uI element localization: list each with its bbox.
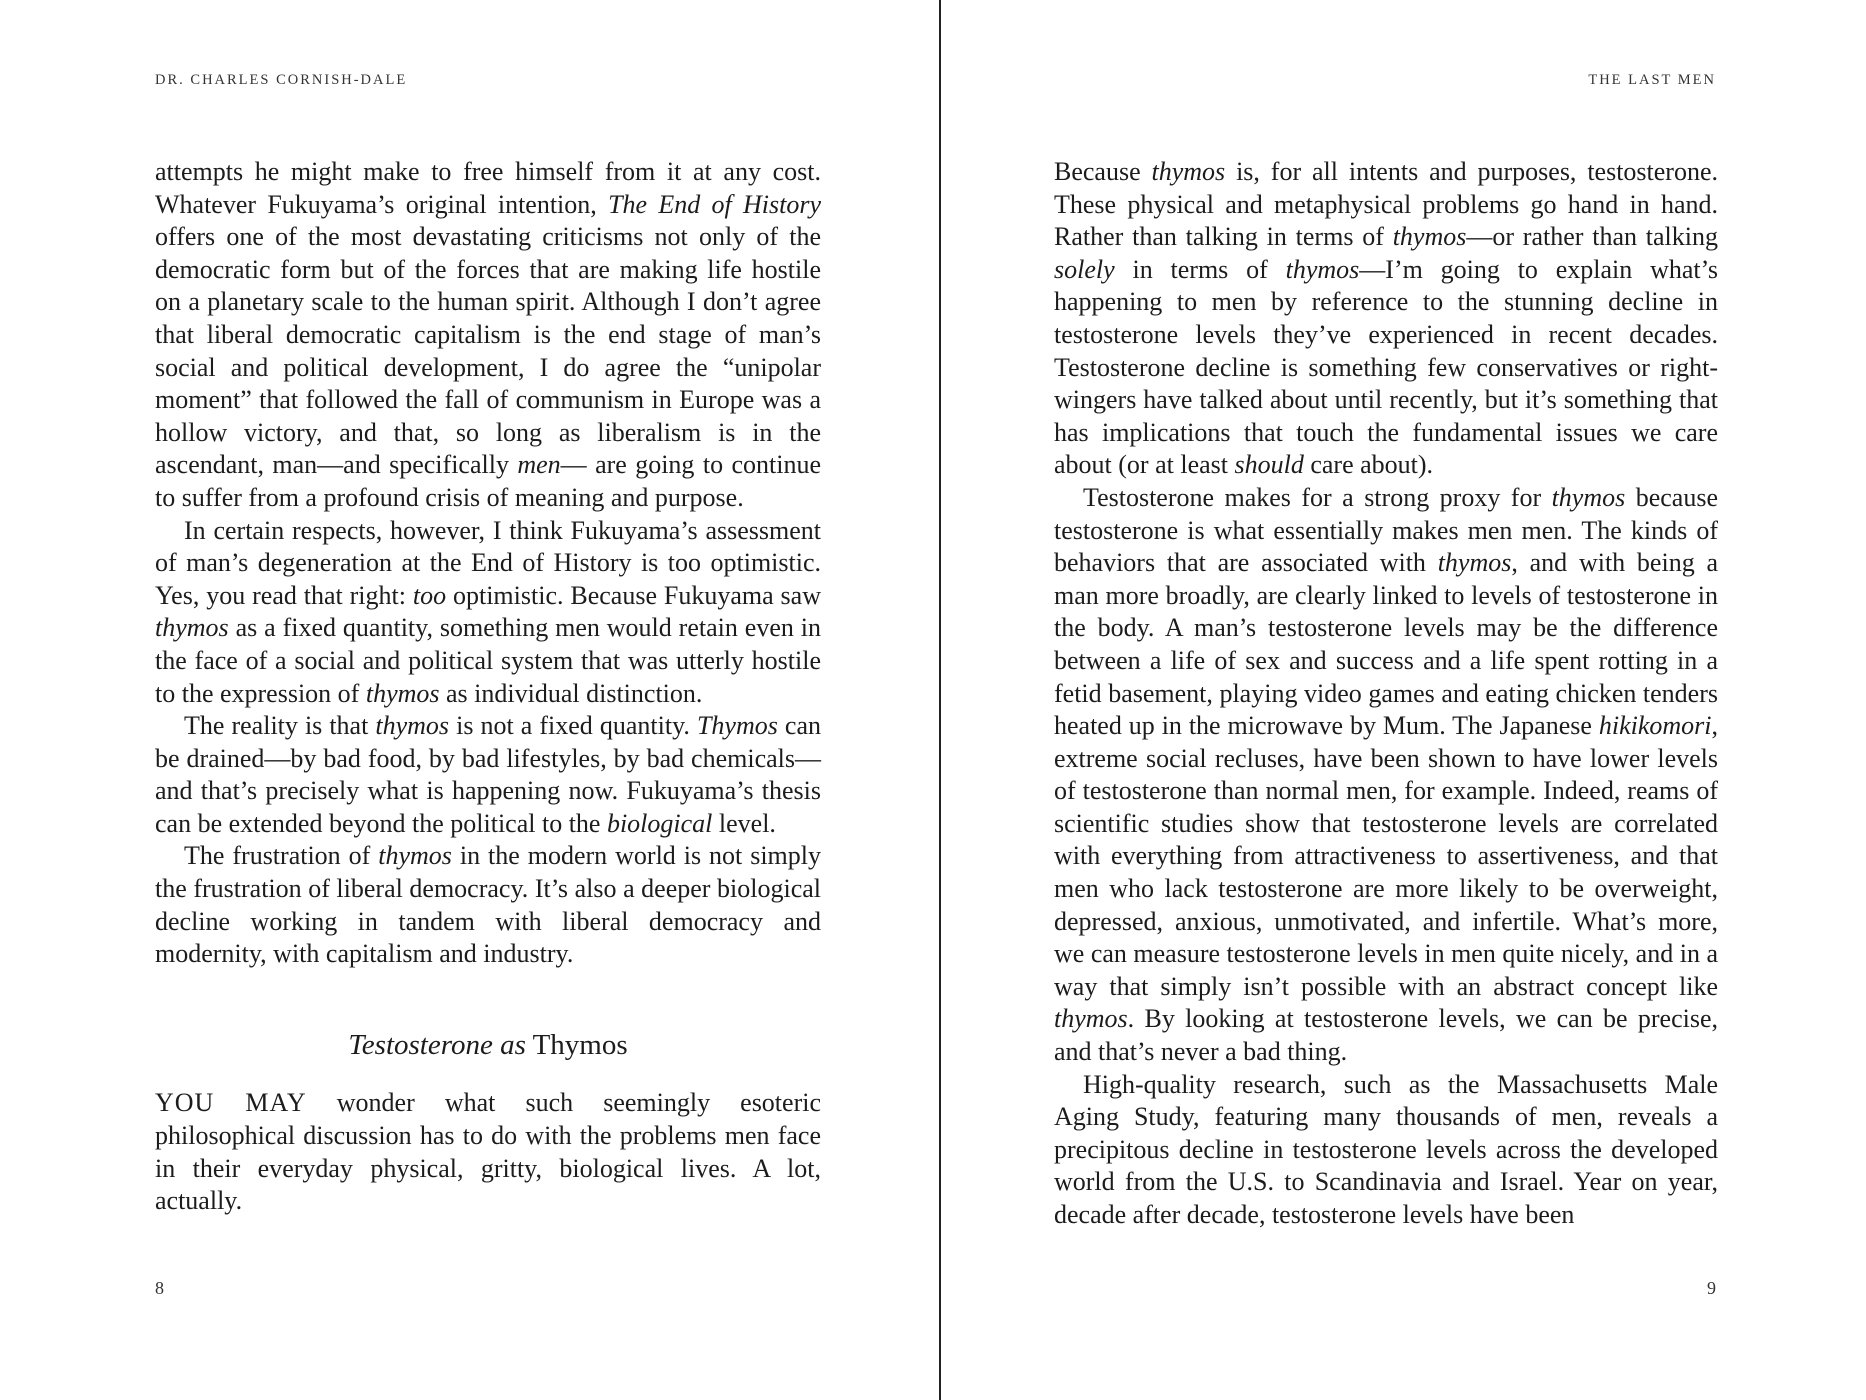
italic-text: Thymos <box>696 711 778 741</box>
left-running-head: DR. CHARLES CORNISH-DALE <box>155 72 408 88</box>
text-run: , extreme social recluses, have been shown to have lower levels of testosterone than normal men, for example. Indeed, reams of scientific studies show that testosterone levels are correlated with everything from attractiveness to assertiveness, and that men who lack testosterone are more likely to be overweight, depressed, anxious, unmotivated, and infertile. What’s more, we can measure testosterone levels in men quite nicely, and in a way that simply isn’t possible with an abstract concept like <box>1054 711 1718 1001</box>
paragraph <box>1054 482 1718 1069</box>
text-run: —or rather than talking <box>1466 222 1718 252</box>
section-heading <box>155 1029 821 1062</box>
text-run: level. <box>712 808 776 838</box>
text-run: in the modern world is not simply the frustration of liberal democracy. It’s also a deeper biological decline working in tandem with liberal democracy and modernity, with capitalism and industry. <box>155 841 822 969</box>
italic-text: should <box>1234 450 1304 480</box>
small-caps-lead-in: YOU MAY <box>155 1088 307 1118</box>
paragraph <box>1054 156 1718 482</box>
section-heading-italic: Testosterone as <box>348 1028 526 1061</box>
paragraph <box>155 710 821 840</box>
text-run: in terms of <box>1114 254 1286 284</box>
italic-text: men <box>517 450 561 480</box>
italic-text: solely <box>1054 254 1115 284</box>
text-run: . By looking at testosterone levels, we can be precise, and that’s never a bad thing. <box>1054 1004 1718 1067</box>
text-run: The frustration of <box>184 841 379 871</box>
italic-text: thymos <box>155 613 229 643</box>
italic-text: thymos <box>378 841 452 871</box>
italic-text: thymos <box>1285 254 1360 284</box>
text-run: —I’m going to explain what’s happening to men by reference to the stunning decline in testosterone levels they’ve experienced in recent decades. Testosterone decline is something few conservatives or right-wingers have talked about until recently, but it’s something that has implications that touch the fundamental issues we care about (or at least <box>1054 254 1718 480</box>
page-gutter <box>939 0 941 1400</box>
text-run: care about). <box>1303 450 1434 480</box>
text-run: can be drained—by bad food, by bad lifestyles, by bad chemicals—and that’s precisely what is happening now. Fukuyama’s thesis can be extended beyond the political to the <box>155 711 821 838</box>
text-run: Because <box>1054 157 1152 186</box>
opening-text: wonder what such seemingly esoteric philosophical discussion has to do with the problems men face in their everyday physical, gritty, biological lives. A lot, actually. <box>155 1088 821 1216</box>
italic-text: thymos <box>1437 548 1512 578</box>
left-page-number: 8 <box>155 1278 164 1298</box>
text-run: as a fixed quantity, something men would retain even in the face of a social and political system that was utterly hostile to the expression of <box>155 613 821 708</box>
text-run: is, for all intents and purposes, testosterone. These physical and metaphysical problems go hand in hand. Rather than talking in terms of <box>1054 157 1719 252</box>
italic-text: thymos <box>1151 157 1226 186</box>
paragraph <box>155 515 821 711</box>
italic-text: The End of History <box>608 189 821 219</box>
text-run: offers one of the most devastating criticisms not only of the democratic form but of the forces that are making life hostile on a planetary scale to the human spirit. Although I don’t agree that liberal democratic capitalism is the end stage of man’s social and political development, I do agree the “unipolar moment” that followed the fall of communism in Europe was a hollow victory, and that, so long as liberalism is in the ascendant, man—and specifically <box>155 222 821 480</box>
left-page-body <box>155 156 821 1218</box>
italic-text: biological <box>606 808 713 838</box>
section-heading-roman: Thymos <box>532 1028 628 1061</box>
text-run: because testosterone is what essentially makes men men. The kinds of behaviors that are associated with <box>1054 482 1718 578</box>
right-page-body <box>1054 156 1718 1232</box>
italic-text: thymos <box>1392 222 1467 252</box>
text-run: The reality is that <box>184 711 376 741</box>
right-running-head: THE LAST MEN <box>1588 72 1716 88</box>
paragraph <box>155 840 821 970</box>
text-run: attempts he might make to free himself from it at any cost. Whatever Fukuyama’s original intention, <box>155 157 821 219</box>
italic-text: hikikomori <box>1598 711 1712 741</box>
italic-text: too <box>412 580 447 610</box>
italic-text: thymos <box>1551 482 1626 512</box>
text-run: is not a fixed quantity. <box>449 711 697 741</box>
text-run: Testosterone makes for a strong proxy for <box>1083 482 1552 512</box>
text-run: , and with being a man more broadly, are clearly linked to levels of testosterone in the body. A man’s testosterone levels may be the difference between a life of sex and success and a life spent rotting in a fetid basement, playing video games and eating chicken tenders heated up in the microwave by Mum. The Japanese <box>1054 548 1718 741</box>
text-run: as individual distinction. <box>439 678 703 708</box>
text-run: optimistic. Because Fukuyama saw <box>446 580 821 610</box>
italic-text: thymos <box>375 711 450 741</box>
text-run: — are going to continue to suffer from a profound crisis of meaning and purpose. <box>155 450 821 512</box>
text-run: In certain respects, however, I think Fukuyama’s assessment of man’s degeneration at the End of History is too optimistic. Yes, you read that right: <box>155 515 821 610</box>
paragraph <box>1054 1069 1718 1232</box>
italic-text: thymos <box>1054 1004 1128 1034</box>
paragraph <box>155 156 821 515</box>
italic-text: thymos <box>365 678 440 708</box>
section-opening-paragraph <box>155 1087 821 1217</box>
text-run: High-quality research, such as the Massachusetts Male Aging Study, featuring many thousands of men, reveals a precipitous decline in testosterone levels across the developed world from the U.S. to Scandinavia and Israel. Year on year, decade after decade, testosterone levels have been <box>1054 1069 1718 1229</box>
right-page-number: 9 <box>1707 1278 1716 1298</box>
